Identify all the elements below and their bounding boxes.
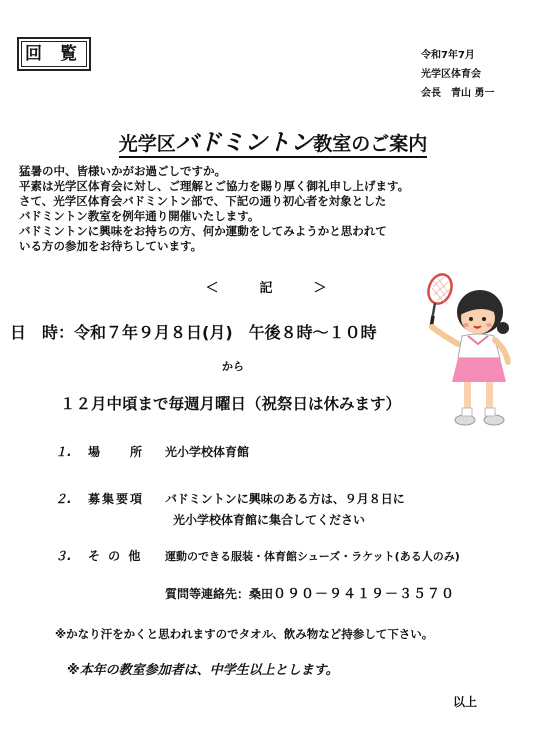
racket-icon bbox=[425, 272, 456, 328]
sender-chair: 会長 青山 勇一 bbox=[421, 88, 495, 99]
title-emphasis: バドミントン bbox=[175, 130, 314, 156]
badminton-girl-illustration bbox=[410, 272, 522, 442]
schedule-datetime: 日 時：令和７年９月８日(月) 午後８時～１０時 bbox=[10, 323, 377, 342]
intro-line-4: バドミントン教室を例年通り開催いたします。 bbox=[19, 209, 260, 223]
intro-line-5: バドミントンに興味をお持ちの方、何か運動をしてみようかと思われて bbox=[19, 224, 387, 238]
schedule-recurring: １２月中頃まで毎週月曜日（祝祭日は休みます） bbox=[60, 395, 402, 413]
closing-ijo: 以上 bbox=[453, 695, 478, 709]
intro-line-1: 猛暑の中、皆様いかがお過ごしですか。 bbox=[19, 164, 226, 178]
item-2-value-line-2: 光小学校体育館に集合してください bbox=[173, 513, 366, 527]
sender-org: 光学区体育会 bbox=[421, 69, 481, 80]
item-2-heading: 募集要項 bbox=[88, 492, 145, 506]
note-towel: ※かなり汗をかくと思われますのでタオル、飲み物など持参して下さい。 bbox=[55, 627, 434, 641]
item-1-heading: 場 所 bbox=[88, 445, 145, 459]
item-1-value: 光小学校体育館 bbox=[165, 445, 250, 459]
notice-title bbox=[0, 124, 546, 157]
item-2-value-line-1: バドミントンに興味のある方は、９月８日に bbox=[165, 492, 405, 506]
item-2-number: ２. bbox=[55, 492, 72, 506]
item-3-heading: そ の 他 bbox=[88, 549, 143, 563]
schedule-from: から bbox=[222, 360, 244, 373]
contact-line bbox=[165, 583, 455, 602]
kairan-stamp: 回 覧 bbox=[17, 37, 91, 71]
sender-date: 令和7年7月 bbox=[421, 50, 475, 61]
ki-heading: ＜ 記 ＞ bbox=[205, 281, 341, 296]
intro-line-2: 平素は光学区体育会に対し、ご理解とご協力を賜り厚く御礼申し上げます。 bbox=[19, 179, 410, 193]
item-3-value: 運動のできる服装・体育館シューズ・ラケット(ある人のみ) bbox=[165, 550, 460, 563]
note-age-limit: ※本年の教室参加者は、中学生以上とします。 bbox=[67, 663, 339, 678]
item-3-number: ３. bbox=[55, 549, 72, 563]
item-1-number: １. bbox=[55, 445, 72, 459]
contact-phone: ０９０－９４１９－３５７０ bbox=[273, 587, 456, 602]
intro-line-6: いる方の参加をお待ちしています。 bbox=[19, 239, 203, 253]
intro-line-3: さて、光学区体育会バドミントン部で、下記の通り初心者を対象とした bbox=[19, 194, 387, 208]
title-suffix: 教室のご案内 bbox=[313, 133, 428, 155]
title-prefix: 光学区 bbox=[118, 133, 176, 155]
contact-label: 質問等連絡先：桑田 bbox=[165, 587, 274, 601]
